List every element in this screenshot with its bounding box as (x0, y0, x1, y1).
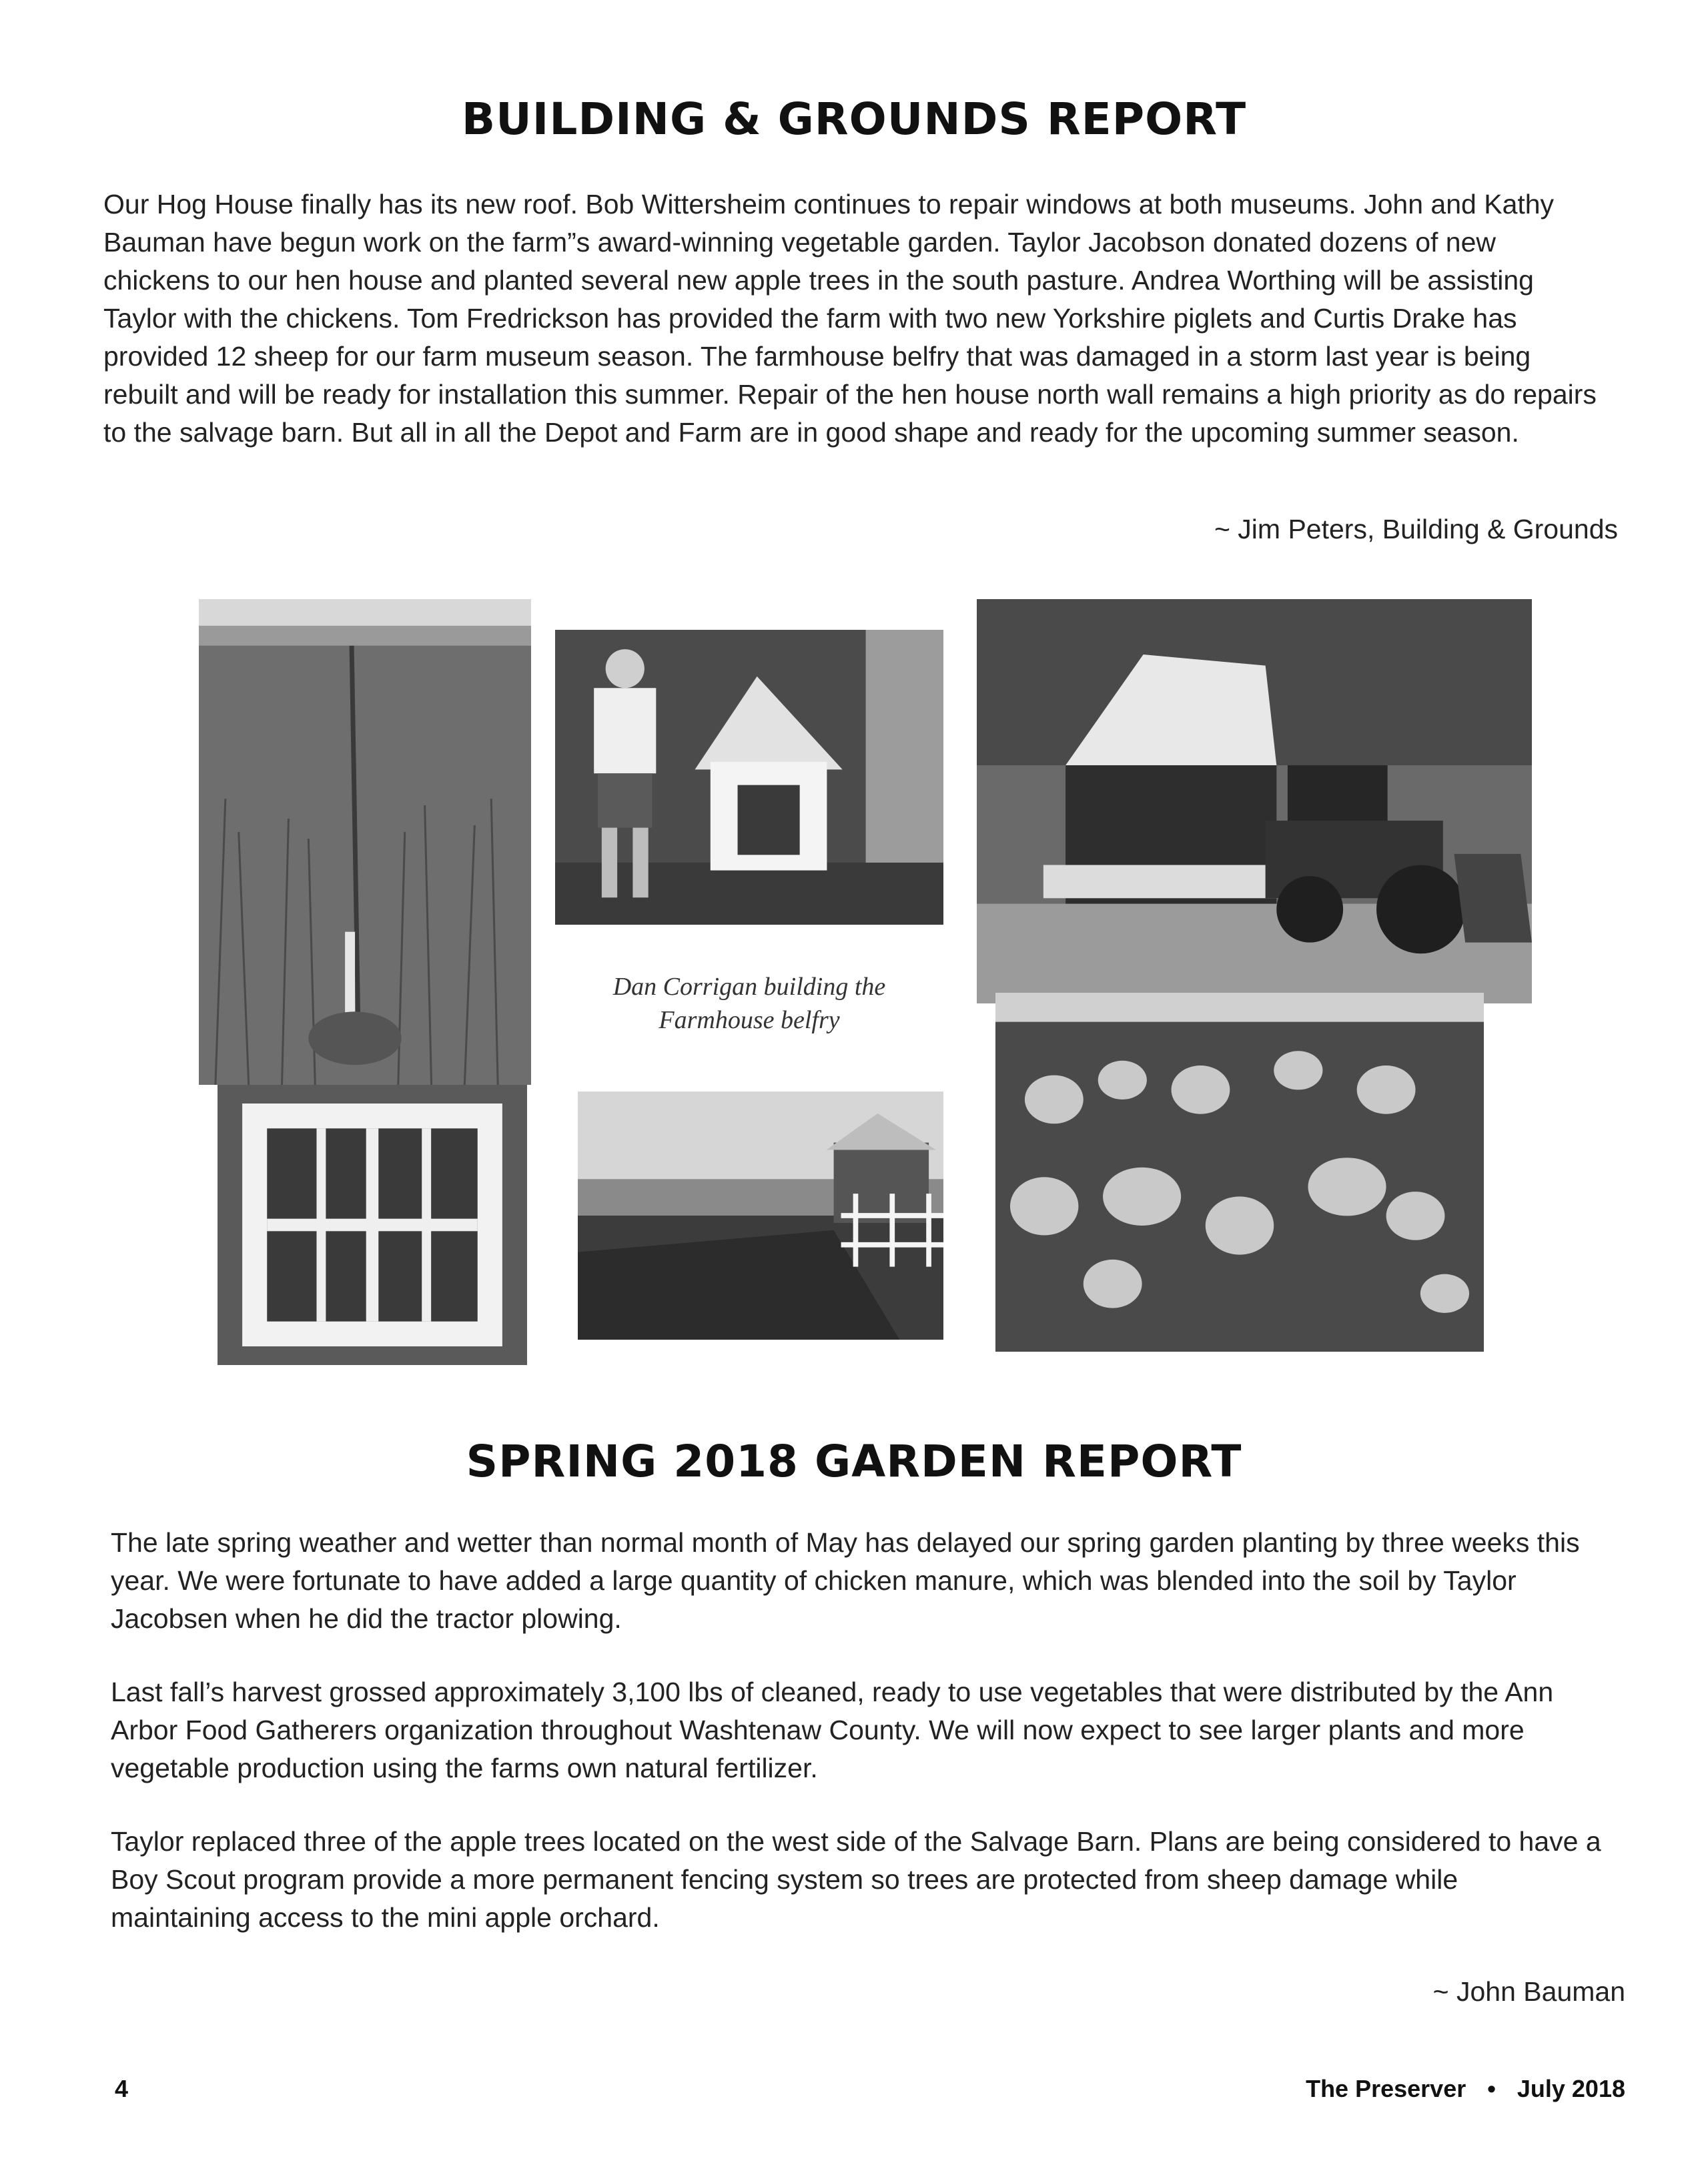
garden-report-paragraph-2: Last fall’s harvest grossed approximately 3,100 lbs of cleaned, ready to use vegetables that were distributed by the Ann Arbor Food Gatherers organization throughout Washtenaw County. We will now expect to see larger plants and more vegetable production using the farms own natural fertilizer. (111, 1677, 1554, 1783)
photo-vegetable-garden (578, 1092, 943, 1340)
photo-dan-corrigan-belfry (555, 630, 943, 925)
photo-caption: Dan Corrigan building the Farmhouse belfry (612, 973, 886, 1034)
building-grounds-title: BUILDING & GROUNDS REPORT (461, 93, 1247, 145)
garden-report-paragraph-1: The late spring weather and wetter than normal month of May has delayed our spring garden planting by three weeks this year. We were fortunate to have added a large quantity of chicken manure, which was blended into the soil by Taylor Jacobsen when he did the tractor plowing. (111, 1527, 1580, 1634)
garden-report-paragraph-3: Taylor replaced three of the apple trees located on the west side of the Salvage Barn. Plans are being considered to have a Boy Scout program provide a more permanent fencing system so trees are protected from sheep damage while maintaining access to the mini apple orchard. (111, 1826, 1601, 1933)
footer-publication-line (1306, 2075, 1625, 2103)
page-number: 4 (115, 2075, 129, 2102)
publication-name: The Preserver (1306, 2075, 1466, 2102)
photo-chickens (995, 993, 1484, 1352)
issue-date: July 2018 (1517, 2075, 1625, 2102)
building-grounds-body: Our Hog House finally has its new roof. Bob Wittersheim continues to repair windows at both museums. John and Kathy Bauman have begun work on the farm”s award-winning vegetable garden. Taylor Jacobson donated dozens of new chickens to our hen house and planted several new apple trees in the south pasture. Andrea Worthing will be assisting Taylor with the chickens. Tom Fredrickson has provided the farm with two new Yorkshire piglets and Curtis Drake has provided 12 sheep for our farm museum season. The farmhouse belfry that was damaged in a storm last year is being rebuilt and will be ready for installation this summer. Repair of the hen house north wall remains a high priority as do repairs to the salvage barn. But all in all the Depot and Farm are in good shape and ready for the upcoming summer season. (103, 189, 1597, 448)
footer-separator: • (1487, 2075, 1496, 2102)
garden-report-signature: ~ John Bauman (1432, 1976, 1625, 2007)
photo-hog-house-tractor (977, 599, 1532, 1003)
garden-report-title: SPRING 2018 GARDEN REPORT (466, 1436, 1242, 1487)
photo-repaired-window (218, 1085, 527, 1365)
building-grounds-signature: ~ Jim Peters, Building & Grounds (1214, 514, 1618, 544)
photo-apple-tree-pasture (199, 599, 531, 1085)
